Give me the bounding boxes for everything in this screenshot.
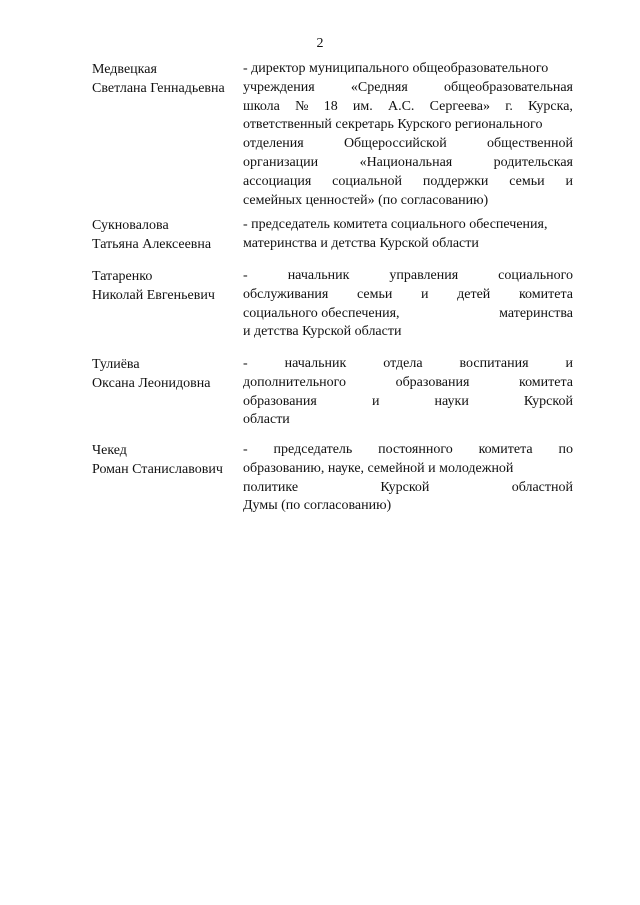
- position-word: отделения: [243, 136, 304, 152]
- position-line: - председатель комитета социального обеспечения,: [243, 217, 548, 232]
- position-word: дополнительного: [243, 374, 346, 390]
- position-line: [243, 79, 573, 98]
- position-word: общеобразовательная: [443, 79, 573, 95]
- position-word: социального обеспечения,: [243, 305, 400, 321]
- position-word: 18: [323, 98, 338, 114]
- position-word: управления: [389, 268, 459, 283]
- position-word: «Национальная: [359, 154, 453, 170]
- position-word: семьи: [509, 173, 545, 189]
- position-word: поддержки: [422, 173, 489, 189]
- position-word: учреждения: [243, 79, 315, 95]
- position-word: комитета: [478, 442, 533, 457]
- position-word: обслуживания: [243, 286, 329, 302]
- position-line: [243, 98, 573, 117]
- position-line: [243, 355, 573, 374]
- member-name: [92, 441, 242, 479]
- member-surname: Чекед: [92, 443, 127, 458]
- page-number: 2: [316, 36, 324, 51]
- member-position: [243, 441, 573, 516]
- member-surname: Тулиёва: [92, 357, 140, 372]
- position-line: образованию, науке, семейной и молодежной: [243, 460, 514, 476]
- member-surname: Сукновалова: [92, 218, 169, 233]
- position-line: [243, 267, 573, 286]
- position-word: Курской: [380, 479, 430, 495]
- position-word: председатель: [273, 442, 353, 457]
- position-word: г.: [505, 98, 513, 114]
- member-position: [243, 60, 573, 210]
- position-word: родительская: [493, 154, 573, 170]
- member-given-names: Татьяна Алексеевна: [92, 237, 212, 252]
- member-name: [92, 60, 242, 98]
- position-line: семейных ценностей» (по согласованию): [243, 192, 489, 208]
- position-word: детей: [457, 286, 491, 302]
- position-line: области: [243, 412, 290, 428]
- position-word: по: [558, 442, 573, 457]
- position-word: комитета: [518, 374, 573, 390]
- position-line: ответственный секретарь Курского регионального: [243, 117, 543, 133]
- position-word: Курска,: [528, 98, 573, 114]
- member-name: [92, 216, 242, 254]
- position-word: образования: [243, 393, 317, 409]
- position-line: [243, 173, 573, 192]
- position-word: «Средняя: [350, 79, 408, 95]
- position-line: [243, 305, 573, 324]
- position-word: материнства: [499, 305, 573, 321]
- position-line: Думы (по согласованию): [243, 498, 392, 514]
- position-word: науки: [434, 393, 469, 409]
- position-line: - директор муниципального общеобразовательного: [243, 61, 549, 76]
- member-position: [243, 355, 573, 430]
- position-line: и детства Курской области: [243, 324, 402, 340]
- position-word: семьи: [357, 286, 393, 302]
- position-word: общественной: [486, 136, 573, 152]
- position-line: [243, 135, 573, 154]
- position-word: начальник: [284, 356, 347, 371]
- position-word: -: [243, 442, 248, 457]
- position-line: [243, 393, 573, 412]
- position-word: -: [243, 268, 248, 283]
- position-word: образования: [395, 374, 470, 390]
- position-word: постоянного: [378, 442, 453, 457]
- position-line: [243, 479, 573, 498]
- position-word: Курской: [523, 393, 573, 409]
- position-word: организации: [243, 154, 319, 170]
- position-word: воспитания: [459, 356, 529, 371]
- position-line: [243, 154, 573, 173]
- member-name: [92, 355, 242, 393]
- position-word: -: [243, 356, 248, 371]
- member-position: [243, 267, 573, 342]
- member-given-names: Роман Станиславович: [92, 462, 223, 477]
- position-word: А.С.: [387, 98, 415, 114]
- position-word: им.: [352, 98, 373, 114]
- position-line: [243, 374, 573, 393]
- member-surname: Медвецкая: [92, 62, 157, 77]
- position-word: и: [565, 173, 573, 189]
- position-word: и: [421, 286, 429, 302]
- member-given-names: Светлана Геннадьевна: [92, 81, 225, 96]
- position-line: [243, 441, 573, 460]
- position-word: социальной: [332, 173, 403, 189]
- position-line: [243, 286, 573, 305]
- position-word: политике: [243, 479, 299, 495]
- position-word: социального: [498, 268, 573, 283]
- position-word: областной: [511, 479, 573, 495]
- member-given-names: Оксана Леонидовна: [92, 376, 211, 391]
- position-line: материнства и детства Курской области: [243, 235, 479, 251]
- member-position: [243, 216, 573, 254]
- position-word: и: [371, 393, 380, 409]
- position-word: Общероссийской: [343, 136, 447, 152]
- position-word: и: [565, 356, 573, 371]
- position-word: ассоциация: [243, 173, 312, 189]
- member-given-names: Николай Евгеньевич: [92, 288, 215, 303]
- position-word: Сергеева»: [429, 98, 491, 114]
- member-surname: Татаренко: [92, 269, 153, 284]
- position-word: комитета: [518, 286, 573, 302]
- position-word: начальник: [287, 268, 350, 283]
- position-word: отдела: [383, 356, 423, 371]
- position-word: №: [295, 98, 309, 114]
- position-word: школа: [243, 98, 280, 114]
- member-name: [92, 267, 242, 305]
